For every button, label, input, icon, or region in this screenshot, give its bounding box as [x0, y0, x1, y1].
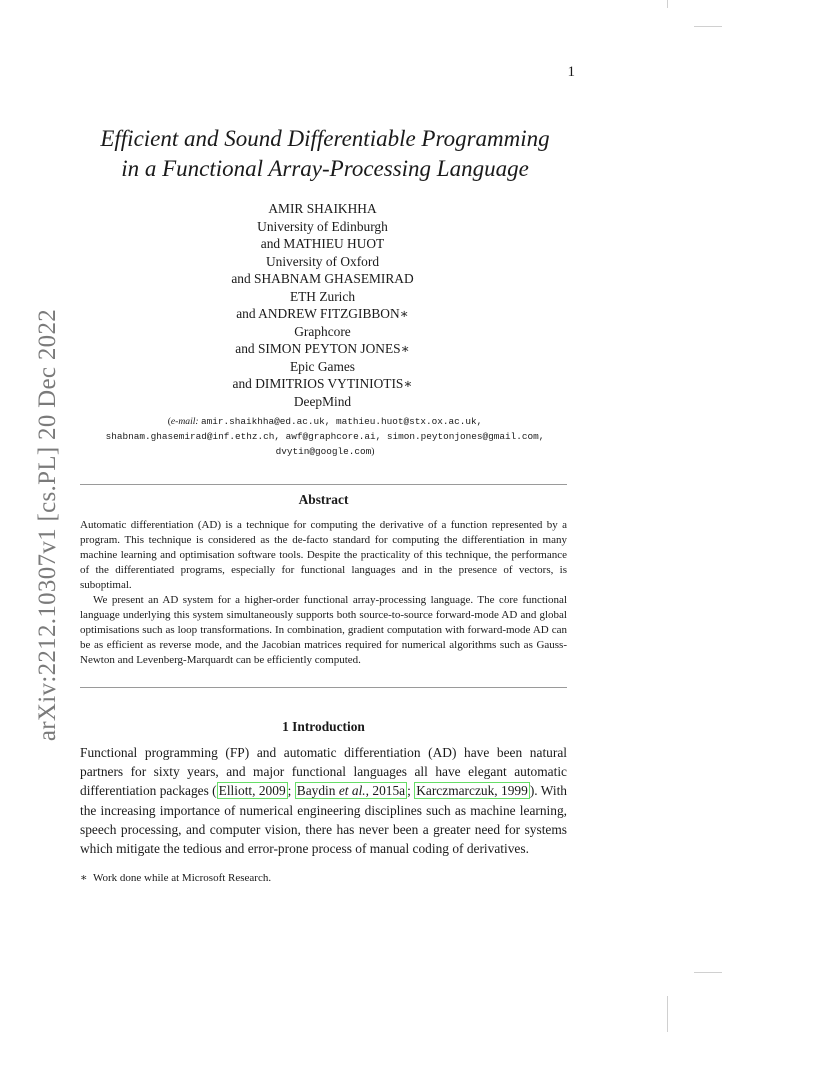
crop-mark	[667, 996, 668, 1032]
author-name: and SIMON PEYTON JONES∗	[235, 341, 410, 356]
citation-link[interactable]: Elliott, 2009	[218, 783, 286, 799]
abstract-heading: Abstract	[298, 492, 349, 507]
citation-author: Baydin	[296, 783, 339, 799]
email-addresses: dvytin@google.com	[275, 446, 372, 457]
email-line-3: dvytin@google.com)	[275, 446, 375, 457]
citation-separator: ;	[407, 783, 415, 799]
citation-link[interactable]: Karczmarczuk, 1999	[416, 783, 528, 799]
email-block	[60, 414, 590, 459]
author-affiliation: Epic Games	[289, 358, 356, 374]
email-addresses: shabnam.ghasemirad@inf.ethz.ch, awf@graphcore.ai, simon.peytonjones@gmail.com,	[105, 431, 545, 442]
author-list	[120, 200, 525, 410]
abstract-top-rule	[80, 484, 567, 485]
crop-mark	[694, 26, 722, 27]
citation-separator: ;	[287, 783, 295, 799]
page-number: 1	[567, 64, 575, 80]
author-affiliation: University of Oxford	[265, 253, 380, 269]
citation-link[interactable]	[295, 782, 407, 799]
abstract-paragraph: Automatic differentiation (AD) is a technique for computing the derivative of a function represented by a program. This technique is considered as the de-facto standard for computing the differentiation in many machine learning and optimisation software tools. Despite the practicality of this technique, the performance of the differentiated programs, especially for functional languages and in the presence of vectors, is suboptimal.	[80, 519, 567, 591]
author-name: and ANDREW FITZGIBBON∗	[236, 306, 409, 321]
footnote-text: Work done while at Microsoft Research.	[92, 872, 272, 884]
footnote	[80, 871, 271, 884]
author-affiliation: Graphcore	[294, 323, 351, 339]
introduction-paragraph	[80, 743, 567, 858]
author-name: and DIMITRIOS VYTINIOTIS∗	[232, 376, 413, 391]
footnote-marker: ∗	[80, 872, 88, 884]
paper-title	[60, 124, 590, 184]
email-line-2	[60, 429, 590, 444]
author-affiliation: DeepMind	[293, 393, 352, 409]
abstract-paragraph: We present an AD system for a higher-order functional array-processing language. The core functional language underlying this system simultaneously supports both source-to-source forward-mode AD and global optimisations such as loop transformations. In combination, gradient computation with forward-mode AD can be as efficient as reverse mode, and the Jacobian matrices required for numerical algorithms such as Gauss-Newton and Levenberg-Marquardt can be efficiently computed.	[80, 594, 567, 666]
author-name: and SHABNAM GHASEMIRAD	[231, 271, 414, 286]
intro-text: ). With the increasing importance of numerical engineering disciplines such as machine learning, speech processing, and computer vision, there has never been a greater need for systems which mitigate the tedious and error-prone process of manual coding of derivatives.	[80, 783, 567, 857]
section-heading-introduction: 1 Introduction	[282, 719, 365, 734]
email-label: e-mail:	[170, 416, 199, 427]
abstract-body	[80, 518, 567, 668]
author-affiliation: University of Edinburgh	[257, 218, 388, 234]
author-affiliation: ETH Zurich	[289, 288, 356, 304]
email-addresses: amir.shaikhha@ed.ac.uk, mathieu.huot@stx.ox.ac.uk,	[201, 416, 483, 427]
abstract-bottom-rule	[80, 687, 567, 688]
title-line-1: Efficient and Sound Differentiable Programming	[100, 126, 550, 151]
arxiv-identifier[interactable]: arXiv:2212.10307v1 [cs.PL] 20 Dec 2022	[34, 308, 61, 742]
crop-mark	[694, 972, 722, 973]
title-line-2: in a Functional Array-Processing Language	[121, 156, 529, 181]
email-line-1: (e-mail: amir.shaikhha@ed.ac.uk, mathieu.huot@stx.ox.ac.uk,	[167, 416, 483, 427]
author-name: and MATHIEU HUOT	[260, 236, 385, 251]
crop-mark	[667, 0, 668, 8]
intro-text: Functional programming (FP) and automatic differentiation (AD) have been natural partners for sixty years, and major functional languages all have elegant automatic differentiation packages (	[80, 745, 567, 799]
citation-etal: et al.	[338, 783, 366, 799]
citation-year: , 2015a	[365, 783, 406, 799]
author-name: AMIR SHAIKHHA	[268, 201, 377, 216]
